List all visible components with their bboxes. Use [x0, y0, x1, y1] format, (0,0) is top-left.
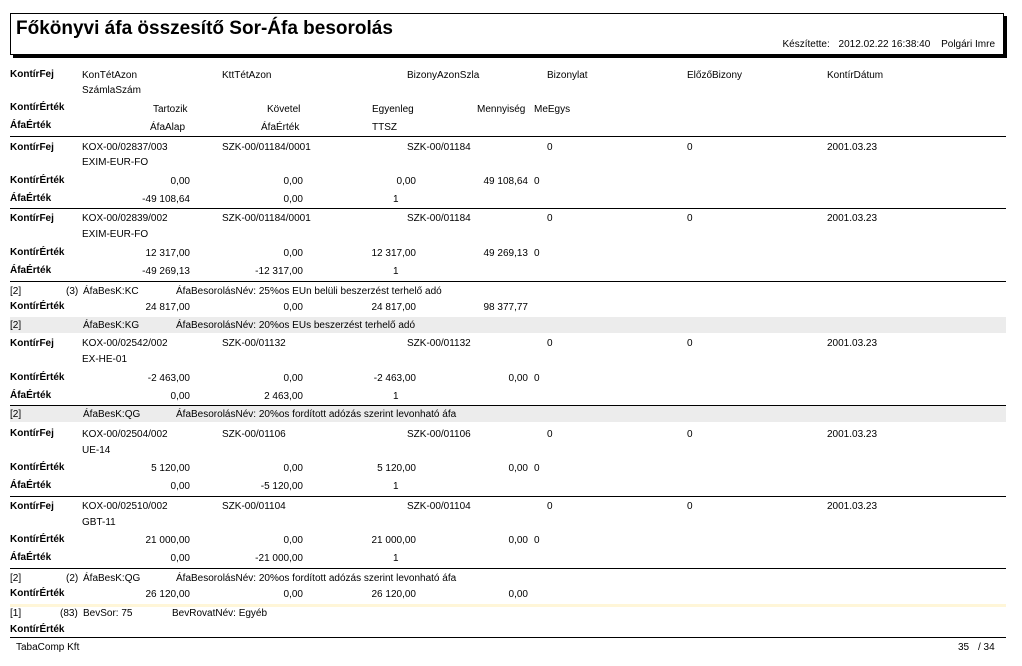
afaertek: 0,00	[283, 194, 303, 205]
hdr-kontetazon: KonTétAzon	[82, 70, 138, 81]
label-kontirertek: KontírÉrték	[10, 372, 65, 383]
label-kontirfej: KontírFej	[10, 428, 54, 439]
label-afaertek: ÁfaÉrték	[10, 265, 52, 276]
record-divider	[10, 568, 1006, 569]
created-at: 2012.02.22 16:38:40	[838, 39, 931, 50]
group-header-qg	[10, 406, 1006, 422]
tartozik: 26 120,00	[145, 589, 190, 600]
report-title: Főkönyvi áfa összesítő Sor-Áfa besorolás	[16, 18, 393, 39]
label-afaertek: ÁfaÉrték	[10, 193, 52, 204]
header-divider	[10, 136, 1006, 137]
hdr-bizonylat: Bizonylat	[547, 70, 588, 81]
egyenleg: 0,00	[396, 176, 416, 187]
egyenleg: 12 317,00	[371, 248, 416, 259]
group-count: (3)	[66, 286, 79, 297]
datum: 2001.03.23	[827, 142, 878, 153]
created-label: Készítette:	[782, 39, 830, 50]
group-count: (83)	[60, 608, 78, 619]
kttet: SZK-00/01184/0001	[222, 142, 311, 153]
tartozik: 5 120,00	[151, 463, 190, 474]
kovetel: 0,00	[283, 302, 303, 313]
page-total: / 34	[978, 642, 995, 653]
label-kontirfej: KontírFej	[10, 142, 54, 153]
elozo: 0	[687, 142, 693, 153]
label-afaertek: ÁfaÉrték	[10, 390, 52, 401]
hdr-egyenleg: Egyenleg	[372, 104, 414, 115]
hdr-meegys: MeEgys	[534, 104, 571, 115]
label-kontirfej: KontírFej	[10, 338, 54, 349]
group-code: BevSor: 75	[83, 608, 133, 619]
ttsz: 1	[393, 194, 399, 205]
group-name: BevRovatNév: Egyéb	[172, 608, 268, 619]
szamla: EXIM-EUR-FO	[82, 157, 149, 168]
label-kontirfej: KontírFej	[10, 501, 54, 512]
ttsz: 1	[393, 481, 399, 492]
elozo: 0	[687, 213, 693, 224]
afaertek: 2 463,00	[264, 391, 303, 402]
afaertek: -12 317,00	[255, 266, 303, 277]
mennyiseg: 0,00	[508, 535, 528, 546]
record-divider	[10, 281, 1006, 282]
datum: 2001.03.23	[827, 213, 878, 224]
footer-divider	[10, 637, 1006, 638]
hdr-bizonyazonszla: BizonyAzonSzla	[407, 70, 480, 81]
kovetel: 0,00	[283, 463, 303, 474]
szamla: GBT-11	[82, 517, 116, 528]
section-separator	[10, 604, 1006, 607]
record-divider	[10, 496, 1006, 497]
bizonylat: 0	[547, 501, 553, 512]
record-divider	[10, 208, 1006, 209]
label-kontirfej: KontírFej	[10, 213, 54, 224]
hdr-kontirfej: KontírFej	[10, 69, 54, 80]
group-count: (2)	[66, 573, 79, 584]
hdr-kontirertek: KontírÉrték	[10, 102, 65, 113]
hdr-kontirdatum: KontírDátum	[827, 70, 884, 81]
kovetel: 0,00	[283, 535, 303, 546]
kovetel: 0,00	[283, 373, 303, 384]
group-code: ÁfaBesK:KG	[83, 320, 140, 331]
kttet: SZK-00/01132	[222, 338, 286, 349]
group-level: [1]	[10, 608, 22, 619]
kovetel: 0,00	[283, 176, 303, 187]
tartozik: -2 463,00	[147, 373, 190, 384]
bizony: SZK-00/01184	[407, 213, 471, 224]
group-level: [2]	[10, 409, 22, 420]
afaertek: -21 000,00	[255, 553, 303, 564]
mennyiseg: 0,00	[508, 373, 528, 384]
label-kontirertek: KontírÉrték	[10, 534, 65, 545]
tartozik: 21 000,00	[145, 535, 190, 546]
group-level: [2]	[10, 320, 22, 331]
report-meta	[783, 39, 995, 50]
meegys: 0	[534, 176, 540, 187]
afaalap: -49 269,13	[142, 266, 190, 277]
bizonylat: 0	[547, 213, 553, 224]
bizonylat: 0	[547, 338, 553, 349]
label-kontirertek: KontírÉrték	[10, 462, 65, 473]
meegys: 0	[534, 463, 540, 474]
page-number: 35	[958, 642, 970, 653]
mennyiseg: 0,00	[508, 589, 528, 600]
egyenleg: 5 120,00	[377, 463, 416, 474]
label-kontirertek: KontírÉrték	[10, 175, 65, 186]
afaalap: 0,00	[170, 391, 190, 402]
elozo: 0	[687, 338, 693, 349]
egyenleg: -2 463,00	[373, 373, 416, 384]
label-kontirertek: KontírÉrték	[10, 247, 65, 258]
egyenleg: 26 120,00	[371, 589, 416, 600]
group-level: [2]	[10, 573, 22, 584]
hdr-afaalap: ÁfaAlap	[150, 122, 186, 133]
kttet: SZK-00/01104	[222, 501, 286, 512]
mennyiseg: 49 108,64	[483, 176, 528, 187]
label-kontirertek: KontírÉrték	[10, 588, 65, 599]
group-name: ÁfaBesorolásNév: 25%os EUn belüli beszerzést terhelő adó	[176, 286, 442, 297]
elozo: 0	[687, 501, 693, 512]
afaertek: -5 120,00	[260, 481, 303, 492]
bizony: SZK-00/01184	[407, 142, 471, 153]
bizony: SZK-00/01132	[407, 338, 471, 349]
label-kontirertek: KontírÉrték	[10, 624, 65, 635]
meegys: 0	[534, 248, 540, 259]
szamla: EX-HE-01	[82, 354, 128, 365]
ttsz: 1	[393, 391, 399, 402]
ttsz: 1	[393, 266, 399, 277]
szamla: UE-14	[82, 445, 111, 456]
label-afaertek: ÁfaÉrték	[10, 552, 52, 563]
meegys: 0	[534, 535, 540, 546]
afaalap: 0,00	[170, 481, 190, 492]
tartozik: 24 817,00	[145, 302, 190, 313]
hdr-afaertek: ÁfaÉrték	[10, 120, 52, 131]
label-kontirertek: KontírÉrték	[10, 301, 65, 312]
group-header-kg	[10, 317, 1006, 333]
hdr-ttsz: TTSZ	[372, 122, 397, 133]
hdr-afaertek-col: ÁfaÉrték	[261, 122, 300, 133]
report-title-box	[10, 13, 1004, 55]
egyenleg: 24 817,00	[371, 302, 416, 313]
hdr-mennyiseg: Mennyiség	[477, 104, 526, 115]
kttet: SZK-00/01106	[222, 429, 286, 440]
mennyiseg: 98 377,77	[483, 302, 528, 313]
kontet: KOX-00/02837/003	[82, 142, 168, 153]
afaalap: 0,00	[170, 553, 190, 564]
group-code: ÁfaBesK:QG	[83, 573, 141, 584]
group-name: ÁfaBesorolásNév: 20%os EUs beszerzést terhelő adó	[176, 320, 416, 331]
tartozik: 12 317,00	[145, 248, 190, 259]
group-name: ÁfaBesorolásNév: 20%os fordított adózás szerint levonható áfa	[176, 409, 457, 420]
szamla: EXIM-EUR-FO	[82, 229, 149, 240]
egyenleg: 21 000,00	[371, 535, 416, 546]
bizonylat: 0	[547, 429, 553, 440]
company-name: TabaComp Kft	[16, 642, 80, 653]
group-code: ÁfaBesK:QG	[83, 409, 141, 420]
kontet: KOX-00/02542/002	[82, 338, 168, 349]
hdr-ktttetazon: KttTétAzon	[222, 70, 272, 81]
group-code: ÁfaBesK:KC	[83, 286, 139, 297]
hdr-tartozik: Tartozik	[153, 104, 188, 115]
group-level: [2]	[10, 286, 22, 297]
kontet: KOX-00/02839/002	[82, 213, 168, 224]
afaalap: -49 108,64	[142, 194, 190, 205]
tartozik: 0,00	[170, 176, 190, 187]
mennyiseg: 0,00	[508, 463, 528, 474]
meegys: 0	[534, 373, 540, 384]
elozo: 0	[687, 429, 693, 440]
kontet: KOX-00/02510/002	[82, 501, 168, 512]
label-afaertek: ÁfaÉrték	[10, 480, 52, 491]
mennyiseg: 49 269,13	[483, 248, 528, 259]
kttet: SZK-00/01184/0001	[222, 213, 311, 224]
hdr-kovetel: Követel	[267, 104, 301, 115]
bizony: SZK-00/01106	[407, 429, 471, 440]
hdr-szamlaszam: SzámlaSzám	[82, 85, 141, 96]
hdr-elozobizony: ElőzőBizony	[687, 70, 743, 81]
group-name: ÁfaBesorolásNév: 20%os fordított adózás szerint levonható áfa	[176, 573, 457, 584]
ttsz: 1	[393, 553, 399, 564]
bizony: SZK-00/01104	[407, 501, 471, 512]
author: Polgári Imre	[941, 39, 995, 50]
datum: 2001.03.23	[827, 429, 878, 440]
datum: 2001.03.23	[827, 501, 878, 512]
kovetel: 0,00	[283, 589, 303, 600]
bizonylat: 0	[547, 142, 553, 153]
kontet: KOX-00/02504/002	[82, 429, 168, 440]
datum: 2001.03.23	[827, 338, 878, 349]
kovetel: 0,00	[283, 248, 303, 259]
